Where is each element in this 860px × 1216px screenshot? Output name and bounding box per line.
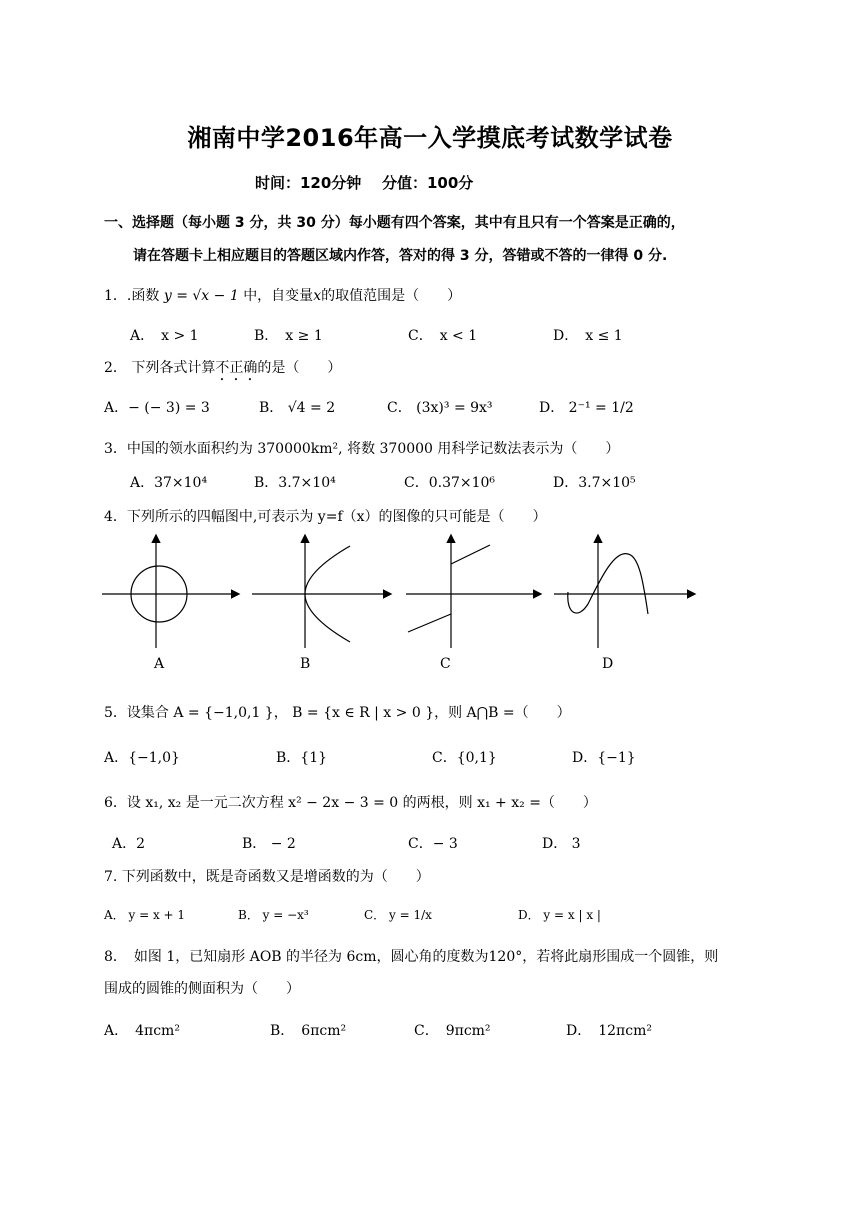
q1-prefix: .函数 [126, 288, 160, 304]
q6-option-d: D． 3 [542, 836, 581, 852]
q1-post2: 的取值范围是（ ） [321, 288, 462, 304]
q2-option-b: B． √4 = 2 [259, 400, 336, 416]
question-8-line1: 8． 如图 1，已知扇形 AOB 的半径为 6cm，圆心角的度数为120°，若将此扇形围成一个圆锥，则 [104, 949, 719, 965]
q5-option-d: D．{−1} [572, 750, 636, 766]
q2-option-a: A．− (− 3) = 3 [104, 400, 210, 416]
q3-option-d: D．3.7×10⁵ [553, 475, 636, 491]
question-1 [104, 285, 461, 305]
graph-b-parabola [250, 530, 395, 650]
q2-number: 2． [104, 360, 127, 376]
exam-score: 分值：100分 [382, 174, 474, 192]
q5-option-a: A．{−1,0} [104, 750, 180, 766]
question-6: 6．设 x₁, x₂ 是一元二次方程 x² − 2x − 3 = 0 的两根，则 x₁ + x₂ =（ ） [104, 795, 597, 811]
q8-option-c: C． 9πcm² [414, 1023, 491, 1039]
section-heading-line2: 请在答题卡上相应题目的答题区域内作答，答对的得 3 分，答错或不答的一律得 0 分. [133, 248, 668, 264]
q7-option-c: C． y = 1/x [364, 908, 432, 922]
q1-post: 中，自变量 [243, 288, 314, 304]
q2-prefix: 下列各式计算 [131, 360, 216, 376]
q1-option-d: D． x ≤ 1 [553, 328, 623, 344]
q1-option-a: A． x > 1 [130, 328, 199, 344]
graph-a-label: A [154, 656, 165, 672]
q6-option-a: A．2 [112, 836, 146, 852]
q2-option-c: C． (3x)³ = 9x³ [387, 400, 493, 416]
page-title: 湘南中学2016年高一入学摸底考试数学试卷 [187, 124, 673, 152]
q3-option-c: C．0.37×10⁶ [404, 475, 496, 491]
question-7: 7. 下列函数中，既是奇函数又是增函数的为（ ） [104, 869, 430, 885]
q3-option-a: A．37×10⁴ [130, 475, 208, 491]
question-8-line2: 围成的圆锥的侧面积为（ ） [104, 981, 300, 997]
question-2 [104, 357, 341, 384]
q2-option-d: D． 2⁻¹ = 1/2 [539, 400, 634, 416]
section-heading-line1: 一、选择题（每小题 3 分，共 30 分）每小题有四个答案，其中有且只有一个答案是正确的， [104, 215, 685, 231]
graph-c-label: C [440, 656, 451, 672]
q8-option-d: D． 12πcm² [566, 1023, 652, 1039]
q1-number: 1． [104, 288, 127, 304]
q1-option-c: C． x < 1 [408, 328, 478, 344]
question-4: 4．下列所示的四幅图中,可表示为 y=f（x）的图像的只可能是（ ） [104, 509, 547, 525]
graph-a-circle [100, 530, 245, 650]
exam-time: 时间：120分钟 [255, 174, 362, 192]
q8-option-b: B． 6πcm² [270, 1023, 347, 1039]
graph-d-label: D [602, 656, 614, 672]
q5-option-c: C．{0,1} [432, 750, 497, 766]
question-5: 5．设集合 A = {−1,0,1 }， B = {x ∈ R | x > 0 }，则 A⋂B =（ ） [104, 705, 571, 721]
q1-var: x [313, 288, 322, 304]
q3-option-b: B．3.7×10⁴ [254, 475, 336, 491]
q7-option-d: D． y = x | x | [518, 908, 601, 922]
q1-expression: y = √x − 1 [163, 288, 239, 304]
q7-option-a: A． y = x + 1 [104, 908, 186, 922]
q7-option-b: B． y = −x³ [238, 908, 309, 922]
q8-option-a: A． 4πcm² [104, 1023, 180, 1039]
q6-option-c: C．− 3 [408, 836, 458, 852]
q5-option-b: B．{1} [276, 750, 328, 766]
q1-option-b: B． x ≥ 1 [254, 328, 323, 344]
graph-b-label: B [300, 656, 311, 672]
question-3: 3．中国的领水面积约为 370000km², 将数 370000 用科学记数法表示为（ ） [104, 441, 620, 457]
q2-emphasis: 不正确 [215, 360, 258, 376]
q6-option-b: B． − 2 [242, 836, 296, 852]
graph-c-piecewise [404, 530, 544, 650]
graph-d-cubic [552, 530, 702, 650]
q2-post: 的是（ ） [257, 360, 342, 376]
